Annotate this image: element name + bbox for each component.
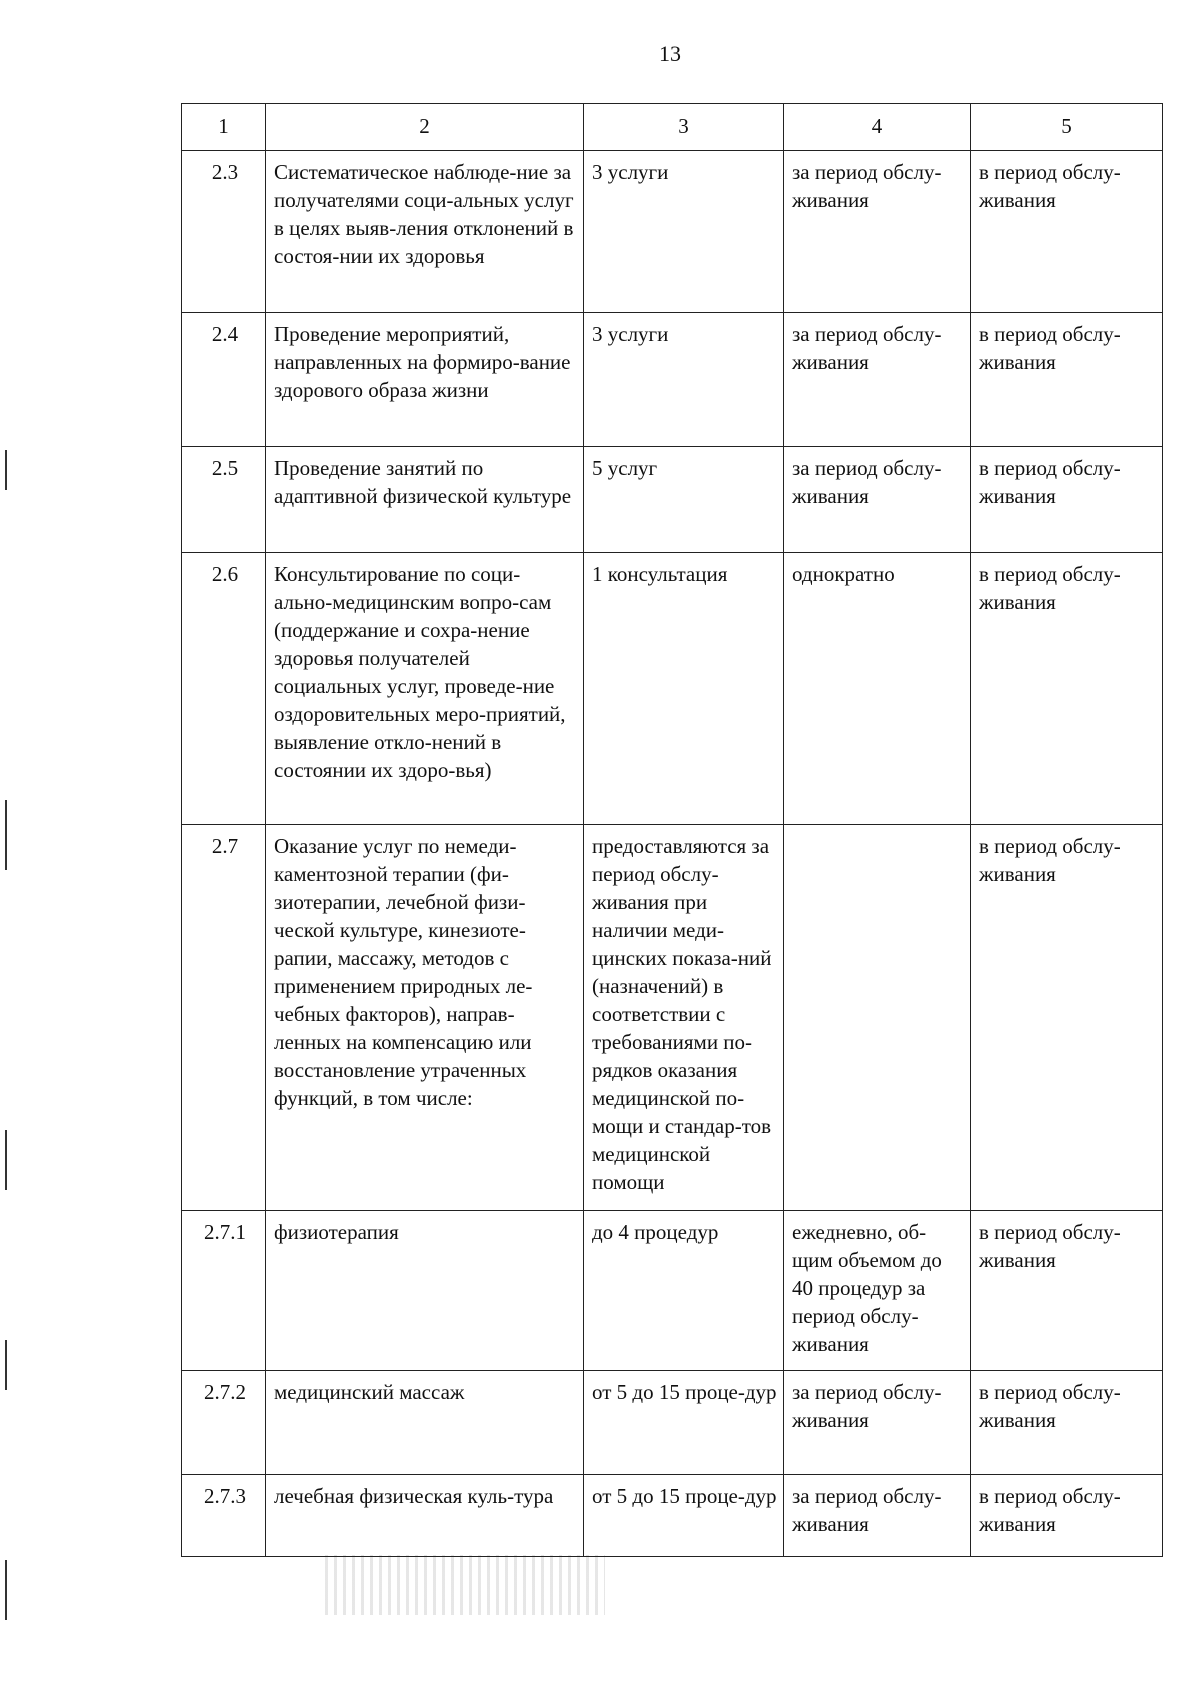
service-volume: 1 консультация	[584, 553, 784, 825]
service-frequency: за период обслу-живания	[784, 151, 971, 313]
row-number: 2.4	[182, 313, 266, 447]
services-table	[181, 103, 1163, 1557]
scan-smudge	[325, 1555, 605, 1615]
service-frequency: за период обслу-живания	[784, 1475, 971, 1557]
service-volume: 3 услуги	[584, 313, 784, 447]
service-name: Оказание услуг по немеди-каментозной терапии (фи-зиотерапии, лечебной физи-ческой культуре, кинезиоте-рапии, массажу, методов с применением природных ле-чебных факторов), направ-ленных на компенсацию или восстановление утраченных функций, в том числе:	[266, 825, 584, 1211]
scan-margin-mark	[5, 1560, 7, 1620]
header-cell: 2	[266, 104, 584, 151]
service-term: в период обслу-живания	[971, 825, 1163, 1211]
service-frequency: ежедневно, об-щим объемом до 40 процедур за период обслу-живания	[784, 1211, 971, 1371]
table-row	[182, 1371, 1163, 1475]
service-volume: от 5 до 15 проце-дур	[584, 1371, 784, 1475]
service-term: в период обслу-живания	[971, 1371, 1163, 1475]
page-number: 13	[659, 41, 681, 66]
row-number: 2.5	[182, 447, 266, 553]
table-row	[182, 553, 1163, 825]
service-name: физиотерапия	[266, 1211, 584, 1371]
service-term: в период обслу-живания	[971, 447, 1163, 553]
table-row	[182, 1475, 1163, 1557]
scan-margin-mark	[5, 450, 7, 490]
header-cell: 4	[784, 104, 971, 151]
table-row	[182, 447, 1163, 553]
row-number: 2.3	[182, 151, 266, 313]
row-number: 2.7.1	[182, 1211, 266, 1371]
header-cell: 1	[182, 104, 266, 151]
row-number: 2.7	[182, 825, 266, 1211]
header-cell: 5	[971, 104, 1163, 151]
service-volume: 5 услуг	[584, 447, 784, 553]
service-name: лечебная физическая куль-тура	[266, 1475, 584, 1557]
service-name: Консультирование по соци-ально-медицинским вопро-сам (поддержание и сохра-нение здоровья получателей социальных услуг, проведе-ние оздоровительных меро-приятий, выявление откло-нений в состоянии их здоро-вья)	[266, 553, 584, 825]
service-name: Систематическое наблюде-ние за получателями соци-альных услуг в целях выяв-ления отклонений в состоя-нии их здоровья	[266, 151, 584, 313]
service-frequency: за период обслу-живания	[784, 447, 971, 553]
service-volume: от 5 до 15 проце-дур	[584, 1475, 784, 1557]
service-frequency: за период обслу-живания	[784, 313, 971, 447]
service-name: Проведение занятий по адаптивной физической культуре	[266, 447, 584, 553]
row-number: 2.6	[182, 553, 266, 825]
scan-margin-mark	[5, 1340, 7, 1390]
service-volume: предоставляются за период обслу-живания при наличии меди-цинских показа-ний (назначений) в соответствии с требованиями по-рядков оказания медицинской по-мощи и стандар-тов медицинской помощи	[584, 825, 784, 1211]
table-row	[182, 825, 1163, 1211]
service-volume: 3 услуги	[584, 151, 784, 313]
service-frequency	[784, 825, 971, 1211]
service-term: в период обслу-живания	[971, 313, 1163, 447]
service-volume: до 4 процедур	[584, 1211, 784, 1371]
table-row	[182, 1211, 1163, 1371]
scan-margin-mark	[5, 1130, 7, 1190]
scan-margin-mark	[5, 800, 7, 870]
service-frequency: однократно	[784, 553, 971, 825]
service-term: в период обслу-живания	[971, 151, 1163, 313]
service-name: Проведение мероприятий, направленных на формиро-вание здорового образа жизни	[266, 313, 584, 447]
header-cell: 3	[584, 104, 784, 151]
table-header-row	[182, 104, 1163, 151]
table-row	[182, 151, 1163, 313]
service-name: медицинский массаж	[266, 1371, 584, 1475]
row-number: 2.7.3	[182, 1475, 266, 1557]
row-number: 2.7.2	[182, 1371, 266, 1475]
service-term: в период обслу-живания	[971, 1475, 1163, 1557]
service-term: в период обслу-живания	[971, 1211, 1163, 1371]
service-frequency: за период обслу-живания	[784, 1371, 971, 1475]
service-term: в период обслу-живания	[971, 553, 1163, 825]
table-row	[182, 313, 1163, 447]
